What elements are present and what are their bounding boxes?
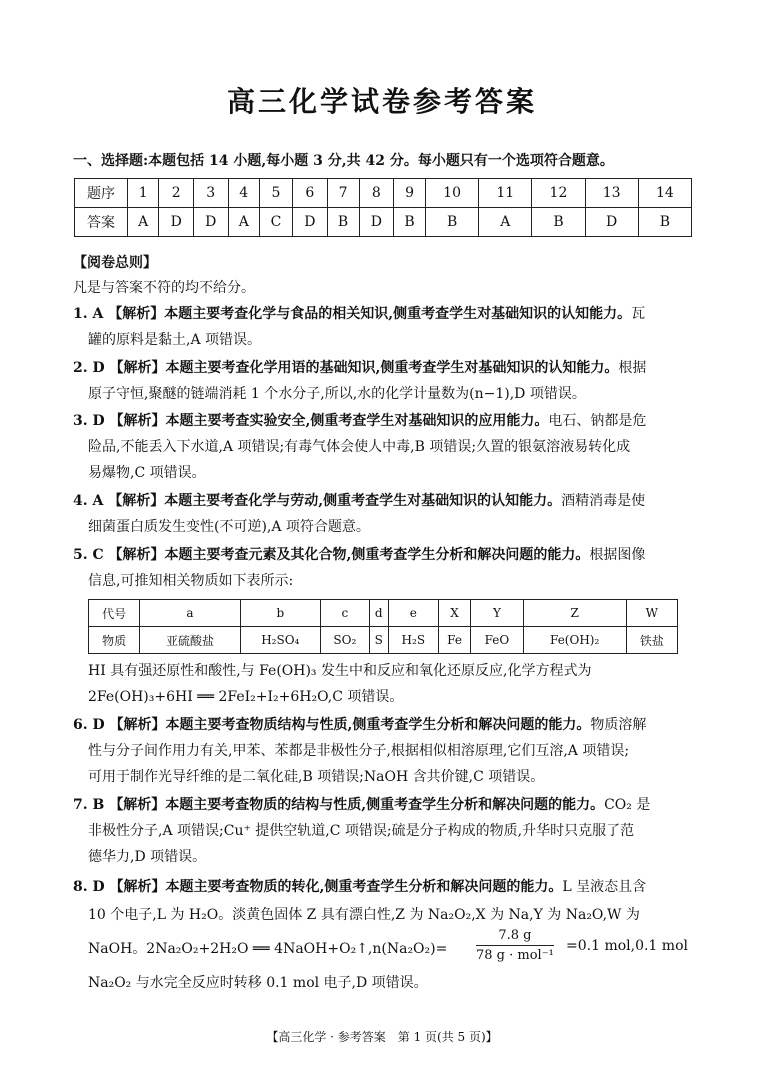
fraction-numerator: 7.8 g: [476, 928, 554, 946]
explanation-text: CO₂ 是: [604, 797, 651, 813]
answer-cell: D: [193, 208, 228, 237]
answer-cell: D: [359, 208, 394, 237]
general-rule-text: 凡是与答案不符的均不给分。: [73, 280, 255, 296]
code-cell: b: [240, 600, 320, 627]
code-cell: c: [320, 600, 369, 627]
answer-cell: D: [293, 208, 328, 237]
question-number: 6: [293, 179, 328, 208]
explanation-text: 根据: [618, 360, 647, 376]
substance-cell: 亚硫酸盐: [140, 627, 240, 654]
question-number: 4: [228, 179, 259, 208]
explanation-text: 物质溶解: [590, 717, 647, 733]
explanation-text: 根据图像: [589, 547, 646, 563]
chemical-equation: 2Fe(OH)₃+6HI ══ 2FeI₂+I₂+6H₂O,C 项错误。: [88, 689, 404, 705]
explanation-continuation: 非极性分子,A 项错误;Cu⁺ 提供空轨道,C 项错误;硫是分子构成的物质,升华时只克服了范: [88, 823, 635, 839]
answer-cell: A: [228, 208, 259, 237]
fraction: [476, 928, 554, 963]
answer-label: 3. D 【解析】: [73, 413, 166, 429]
substance-cell: 铁盐: [626, 627, 677, 654]
question-number: 9: [394, 179, 426, 208]
answer-cell: A: [479, 208, 532, 237]
explanation-text: L 呈液态且含: [562, 879, 647, 895]
question-number: 5: [259, 179, 292, 208]
answer-explanation-3: [73, 410, 646, 430]
question-number: 13: [585, 179, 638, 208]
page-footer: 【高三化学 · 参考答案 第 1 页(共 5 页)】: [266, 1030, 498, 1044]
substance-cell: Fe(OH)₂: [523, 627, 626, 654]
answer-explanation-6: [73, 714, 646, 734]
explanation-continuation: =0.1 mol,0.1 mol: [566, 938, 688, 954]
table-header-cell: 代号: [89, 600, 140, 627]
explanation-bold: 本题主要考查化学用语的基础知识,侧重考查学生对基础知识的认知能力。: [165, 360, 619, 376]
substance-cell: SO₂: [320, 627, 369, 654]
substance-cell: Fe: [438, 627, 470, 654]
code-cell: e: [388, 600, 438, 627]
question-number: 8: [359, 179, 394, 208]
answer-explanation-4: [73, 490, 645, 510]
explanation-continuation: 险品,不能丢入下水道,A 项错误;有毒气体会使人中毒,B 项错误;久置的银氨溶液易转化成: [88, 439, 631, 455]
answer-label: 8. D 【解析】: [73, 879, 166, 895]
explanation-bold: 本题主要考查物质的转化,侧重考查学生分析和解决问题的能力。: [165, 879, 563, 895]
answer-explanation-8: [73, 876, 646, 896]
answer-explanation-5: [73, 544, 645, 564]
substance-cell: H₂SO₄: [240, 627, 320, 654]
question-number: 10: [426, 179, 479, 208]
explanation-continuation: 细菌蛋白质发生变性(不可逆),A 项符合题意。: [88, 519, 370, 535]
answer-cell: D: [159, 208, 194, 237]
question-number: 1: [128, 179, 159, 208]
explanation-bold: 本题主要考查化学与劳动,侧重考查学生对基础知识的认知能力。: [164, 493, 562, 509]
table-row: [89, 600, 678, 627]
table-header-cell: 答案: [75, 208, 128, 237]
chemical-equation: NaOH。2Na₂O₂+2H₂O ══ 4NaOH+O₂↑,n(Na₂O₂)=: [88, 941, 448, 957]
answer-cell: B: [532, 208, 585, 237]
answer-label: 4. A 【解析】: [73, 493, 165, 509]
answer-cell: B: [394, 208, 426, 237]
code-cell: X: [438, 600, 470, 627]
answer-cell: D: [585, 208, 638, 237]
question-number: 3: [193, 179, 228, 208]
question-number: 14: [638, 179, 691, 208]
explanation-continuation: 易爆物,C 项错误。: [88, 465, 206, 481]
code-cell: W: [626, 600, 677, 627]
explanation-continuation: HI 具有强还原性和酸性,与 Fe(OH)₃ 发生中和反应和氧化还原反应,化学方程式为: [88, 663, 592, 679]
answer-cell: A: [128, 208, 159, 237]
table-row: [75, 208, 692, 237]
question-number: 7: [327, 179, 359, 208]
code-cell: a: [140, 600, 240, 627]
fraction-denominator: 78 g · mol⁻¹: [476, 948, 554, 963]
answer-label: 7. B 【解析】: [73, 797, 166, 813]
explanation-continuation: 罐的原料是黏土,A 项错误。: [88, 332, 262, 348]
explanation-continuation: 德华力,D 项错误。: [88, 849, 207, 865]
explanation-bold: 本题主要考查化学与食品的相关知识,侧重考查学生对基础知识的认知能力。: [164, 306, 632, 322]
question-number: 2: [159, 179, 194, 208]
code-cell: d: [369, 600, 388, 627]
substance-cell: FeO: [471, 627, 523, 654]
explanation-text: 电石、钠都是危: [548, 413, 647, 429]
explanation-bold: 本题主要考查实验安全,侧重考查学生对基础知识的应用能力。: [165, 413, 549, 429]
explanation-continuation: 原子守恒,聚醚的链端消耗 1 个水分子,所以,水的化学计量数为(n−1),D 项错误。: [88, 386, 586, 402]
explanation-continuation: 可用于制作光导纤维的是二氧化硅,B 项错误;NaOH 含共价键,C 项错误。: [88, 769, 545, 785]
explanation-bold: 本题主要考查物质结构与性质,侧重考查学生分析和解决问题的能力。: [165, 717, 591, 733]
table-row: [75, 179, 692, 208]
substance-table: [88, 599, 678, 654]
table-header-cell: 物质: [89, 627, 140, 654]
explanation-continuation: Na₂O₂ 与水完全反应时转移 0.1 mol 电子,D 项错误。: [88, 975, 428, 991]
page-title: 高三化学试卷参考答案: [226, 85, 537, 118]
substance-cell: H₂S: [388, 627, 438, 654]
answer-cell: B: [638, 208, 691, 237]
substance-cell: S: [369, 627, 388, 654]
answer-cell: B: [426, 208, 479, 237]
answer-table: [74, 178, 692, 237]
code-cell: Y: [471, 600, 523, 627]
answer-label: 2. D 【解析】: [73, 360, 166, 376]
explanation-text: 酒精消毒是使: [561, 493, 646, 509]
answer-explanation-1: [73, 303, 645, 323]
explanation-continuation: 10 个电子,L 为 H₂O。淡黄色固体 Z 具有漂白性,Z 为 Na₂O₂,X 为 Na,Y 为 Na₂O,W 为: [88, 907, 640, 923]
answer-label: 1. A 【解析】: [73, 306, 165, 322]
question-number: 12: [532, 179, 585, 208]
explanation-bold: 本题主要考查物质的结构与性质,侧重考查学生分析和解决问题的能力。: [165, 797, 605, 813]
explanation-text: 瓦: [631, 306, 646, 322]
answer-explanation-2: [73, 357, 646, 377]
explanation-continuation: 信息,可推知相关物质如下表所示:: [88, 573, 294, 589]
explanation-continuation: 性与分子间作用力有关,甲苯、苯都是非极性分子,根据相似相溶原理,它们互溶,A 项错误;: [88, 743, 630, 759]
code-cell: Z: [523, 600, 626, 627]
answer-explanation-7: [73, 794, 650, 814]
section-heading: 一、选择题:本题包括 14 小题,每小题 3 分,共 42 分。每小题只有一个选项符合题意。: [73, 153, 614, 169]
table-header-cell: 题序: [75, 179, 128, 208]
answer-label: 5. C 【解析】: [73, 547, 165, 563]
answer-cell: B: [327, 208, 359, 237]
table-row: [89, 627, 678, 654]
question-number: 11: [479, 179, 532, 208]
answer-cell: C: [259, 208, 292, 237]
answer-label: 6. D 【解析】: [73, 717, 166, 733]
general-rule-title: 【阅卷总则】: [73, 255, 157, 271]
explanation-bold: 本题主要考查元素及其化合物,侧重考查学生分析和解决问题的能力。: [164, 547, 590, 563]
